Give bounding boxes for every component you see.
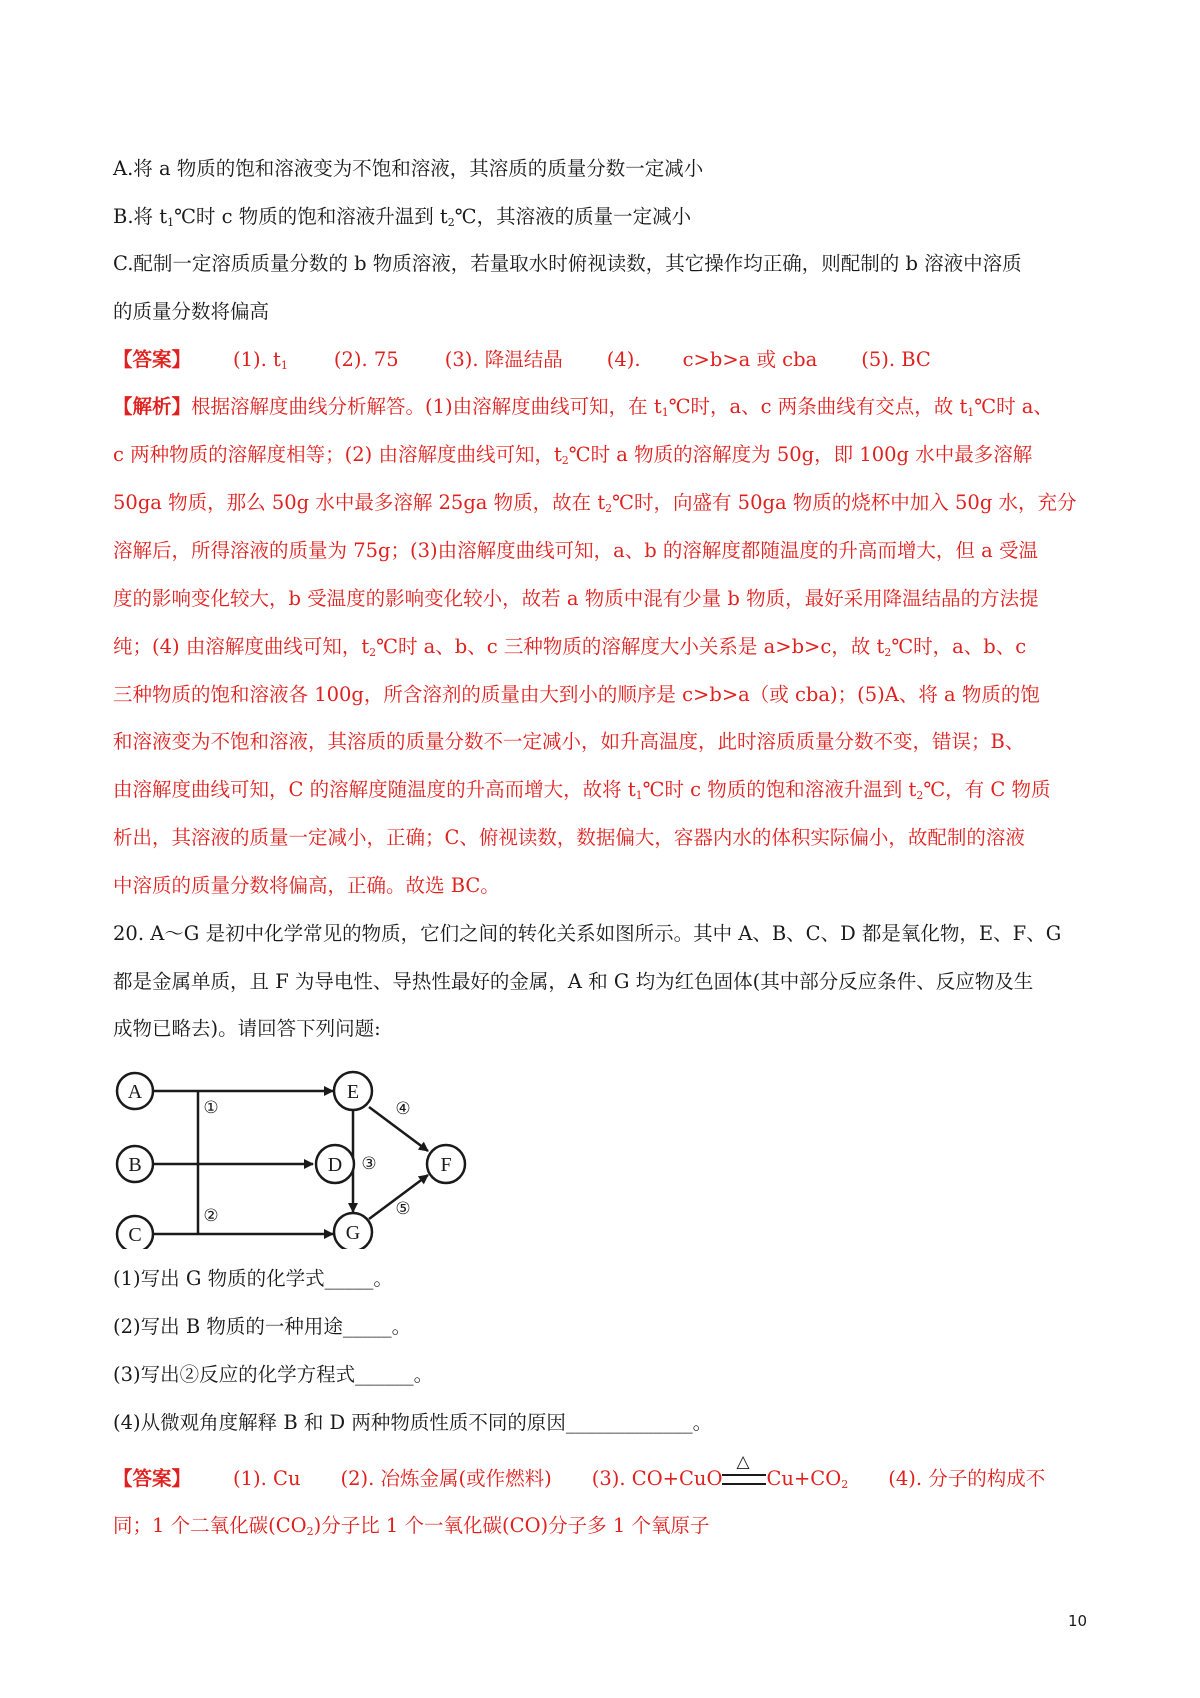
analysis-line-8: 和溶液变为不饱和溶液，其溶质的质量分数不一定减小，如升高温度，此时溶质质量分数不变，错误；B、 [113, 730, 1025, 753]
q20-sub-1: (1)写出 G 物质的化学式_____。 [113, 1267, 393, 1290]
answer-20-line-1: 【答案】 (1). Cu (2). 冶炼金属(或作燃料) (3). CO+CuO △ $Cu+CO_2$ (4). 分子的构成不 [113, 1464, 1045, 1500]
label-reaction-2: ② [203, 1206, 219, 1226]
node-d-label: D [327, 1154, 343, 1176]
q20-line-2: 都是金属单质，且 F 为导电性、导热性最好的金属，A 和 G 均为红色固体(其中部分反应条件、反应物及生 [113, 970, 1034, 993]
analysis-line-4: 溶解后，所得溶液的质量为 75g；(3)由溶解度曲线可知，a、b 的溶解度都随温度的升高而增大，但 a 受温 [113, 539, 1038, 562]
analysis-line-1: 【解析】根据溶解度曲线分析解答。(1)由溶解度曲线可知，在 $t_1℃$时，a、c 两条曲线有交点，故 $t_1℃$时 a、 [113, 395, 1053, 419]
analysis-line-5: 度的影响变化较大，b 受温度的影响变化较小，故若 a 物质中混有少量 b 物质，最好采用降温结晶的方法提 [113, 587, 1039, 610]
node-a-label: A [127, 1081, 143, 1103]
label-reaction-1: ① [203, 1098, 219, 1118]
answer-19: 【答案】 (1). $t_1$ (2). 75 (3). 降温结晶 (4). c>b>a 或 cba (5). BC [113, 348, 931, 372]
delta-symbol: △ [736, 1452, 750, 1472]
option-a: A.将 a 物质的饱和溶液变为不饱和溶液，其溶质的质量分数一定减小 [113, 157, 704, 180]
label-reaction-5: ⑤ [395, 1199, 411, 1219]
node-c-label: C [128, 1224, 142, 1246]
option-b: B.将 $t_1℃$时 c 物质的饱和溶液升温到 $t_2℃$，其溶液的质量一定减小 [113, 205, 692, 229]
option-c-line2: 的质量分数将偏高 [113, 300, 270, 323]
answer-20-line-2: 同；1 个二氧化碳$(CO_2)$分子比 1 个一氧化碳(CO)分子多 1 个氧原子 [113, 1514, 710, 1538]
node-b-label: B [128, 1154, 142, 1176]
q20-line-1: 20. A～G 是初中化学常见的物质，它们之间的转化关系如图所示。其中 A、B、C、D 都是氧化物，E、F、G [113, 922, 1062, 945]
analysis-line-9: 由溶解度曲线可知，C 的溶解度随温度的升高而增大，故将 $t_1℃$时 c 物质的饱和溶液升温到 $t_2℃$，有 C 物质 [113, 778, 1051, 802]
heating-condition [722, 1452, 766, 1494]
analysis-line-11: 中溶质的质量分数将偏高，正确。故选 BC。 [113, 874, 500, 897]
analysis-line-3: 50ga 物质，那么 50g 水中最多溶解 25ga 物质，故在 $t_2℃$时，向盛有 50ga 物质的烧杯中加入 50g 水，充分 [113, 491, 1077, 515]
analysis-line-6: 纯；(4) 由溶解度曲线可知，$t_2℃$时 a、b、c 三种物质的溶解度大小关系是 a>b>c，故 $t_2℃$时，a、b、c [113, 635, 1027, 659]
node-e-label: E [346, 1081, 360, 1103]
option-c-line1: C.配制一定溶质质量分数的 b 物质溶液，若量取水时俯视读数，其它操作均正确，则配制的 b 溶液中溶质 [113, 252, 1022, 275]
label-reaction-4: ④ [395, 1099, 411, 1119]
page-number: 10 [1068, 1612, 1088, 1630]
analysis-line-2: c 两种物质的溶解度相等；(2) 由溶解度曲线可知，$t_2℃$时 a 物质的溶解度为 50g，即 100g 水中最多溶解 [113, 443, 1033, 467]
node-g-label: G [345, 1222, 361, 1244]
q20-sub-2: (2)写出 B 物质的一种用途_____。 [113, 1315, 412, 1338]
analysis-line-10: 析出，其溶液的质量一定减小，正确；C、俯视读数，数据偏大，容器内水的体积实际偏小，故配制的溶液 [113, 826, 1025, 849]
q20-sub-3: (3)写出②反应的化学方程式______。 [113, 1363, 434, 1386]
analysis-line-7: 三种物质的饱和溶液各 100g，所含溶剂的质量由大到小的顺序是 c>b>a（或 cba)；(5)A、将 a 物质的饱 [113, 683, 1040, 706]
q20-sub-4: (4)从微观角度解释 B 和 D 两种物质性质不同的原因_____________。 [113, 1411, 713, 1434]
transformation-diagram [113, 1069, 493, 1249]
q20-line-3: 成物已略去)。请回答下列问题: [113, 1017, 381, 1040]
label-reaction-3: ③ [361, 1154, 377, 1174]
node-f-label: F [440, 1154, 452, 1176]
